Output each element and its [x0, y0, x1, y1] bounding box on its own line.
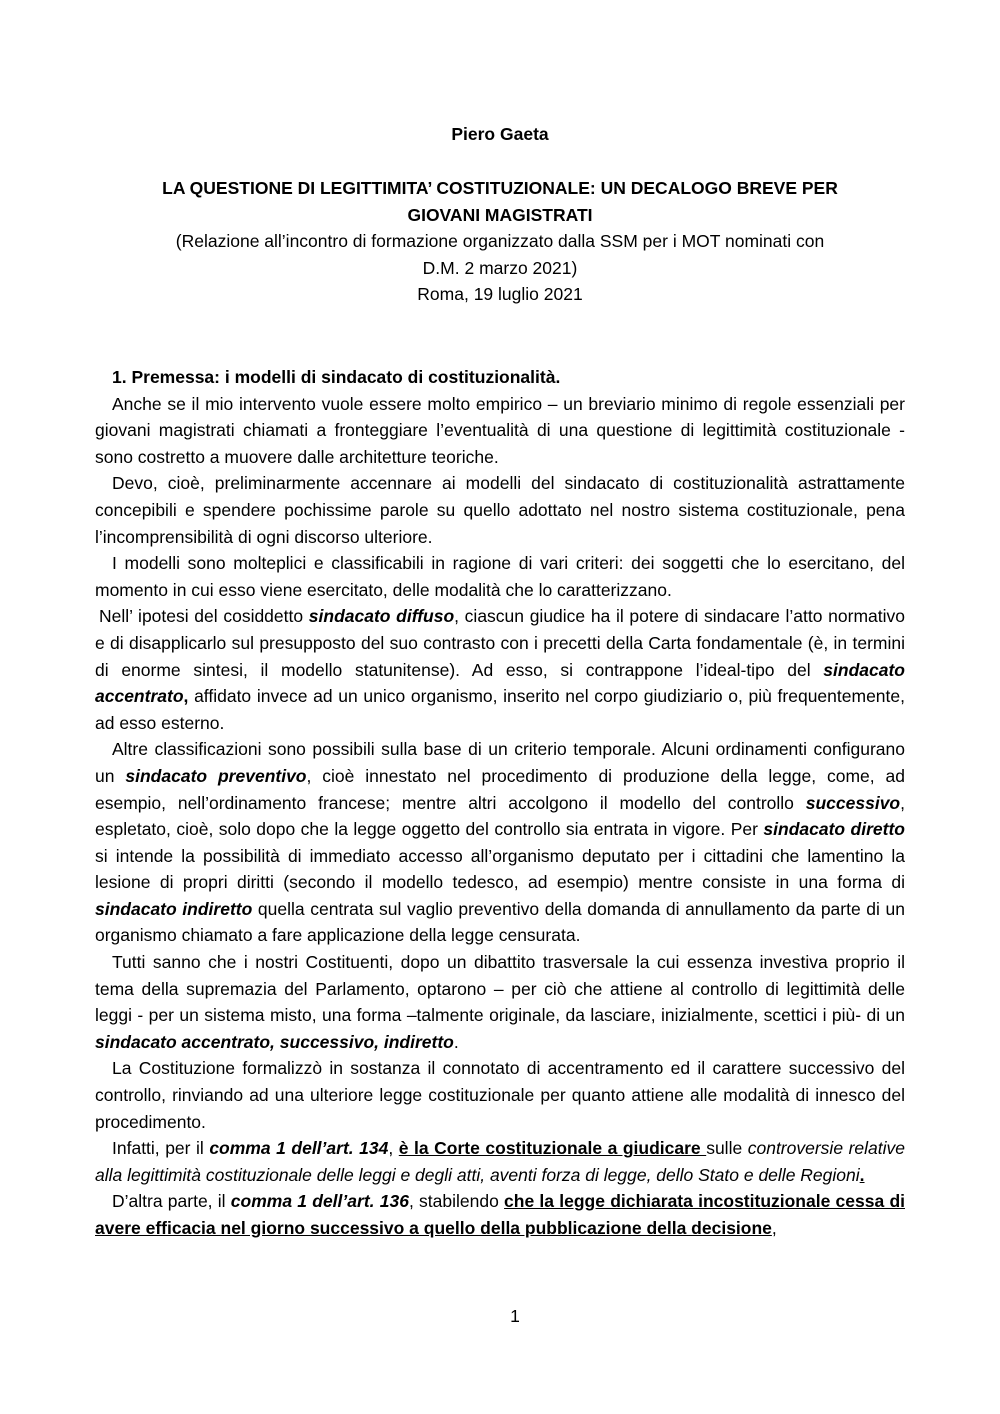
- text-run: D’altra parte, il: [112, 1191, 231, 1212]
- emphasis-term: sindacato diffuso: [308, 606, 455, 627]
- paragraph-2: Devo, cioè, preliminarmente accennare ai modelli del sindacato di costituzionalità astrattamente concepibili e spendere pochissime parole su quello adottato nel nostro sistema costituzionale, pena l’incomprensibilità di ogni discorso ulteriore.: [95, 473, 905, 547]
- emphasis-term: sindacato preventivo: [125, 765, 307, 786]
- text-run: ,: [388, 1138, 399, 1159]
- text-run: si intende la possibilità di immediato accesso all’organismo deputato per i cittadini che lamentino la lesione di propri diritti (secondo il modello tedesco, ad esempio) mentre consiste in una forma di: [95, 845, 905, 893]
- page-number: 1: [510, 1306, 520, 1326]
- text-run: , ciascun giudice ha il potere di sindacare l’atto normativo e di disapplicarlo sul presupposto del suo contrasto con i precetti della Carta fondamentale (è, in termini di enorme sintesi, il modello statunitense). Ad esso, si contrappone l’ideal-tipo del: [95, 606, 905, 680]
- text-run: .: [453, 1031, 459, 1052]
- emphasis-term: sindacato diretto: [763, 819, 906, 840]
- text-run: , espletato, cioè, solo dopo che la legge oggetto del controllo sia entrata in vigore. Per: [95, 792, 905, 840]
- subtitle-line-2: D.M. 2 marzo 2021): [422, 257, 578, 278]
- text-run: , stabilendo: [408, 1191, 505, 1212]
- text-run: sulle: [706, 1138, 748, 1159]
- underlined-phrase: che la legge dichiarata incostituzionale cessa di avere efficacia nel giorno successivo a quello della pubblicazione della decisione: [95, 1191, 905, 1238]
- paragraph-8: [95, 1135, 905, 1188]
- paragraph-5: [95, 736, 905, 949]
- emphasis-term: sindacato accentrato: [95, 659, 905, 707]
- emphasis-term: sindacato indiretto: [95, 898, 253, 919]
- text-run: Altre classificazioni sono possibili sulla base di un criterio temporale. Alcuni ordinamenti configurano un: [95, 739, 905, 786]
- article-reference: comma 1 dell’art. 134: [209, 1138, 389, 1159]
- subtitle-line-1: (Relazione all’incontro di formazione organizzato dalla SSM per i MOT nominati con: [175, 231, 825, 251]
- document-body: [95, 364, 905, 1242]
- title-line-2: GIOVANI MAGISTRATI: [407, 204, 593, 225]
- section-heading: 1. Premessa: i modelli di sindacato di costituzionalità.: [112, 367, 561, 387]
- text-run: , cioè innestato nel procedimento di produzione della legge, come, ad esempio, nell’ordinamento francese; mentre altri accolgono il modello del controllo: [95, 765, 905, 813]
- text-run: Infatti, per il: [112, 1138, 210, 1159]
- text-run: quella centrata sul vaglio preventivo della domanda di annullamento da parte di un organismo chiamato a fare applicazione della legge censurata.: [95, 898, 905, 946]
- author-name: Piero Gaeta: [451, 124, 549, 144]
- paragraph-4: [95, 603, 905, 736]
- text-run: ,: [771, 1218, 777, 1238]
- place-date: Roma, 19 luglio 2021: [417, 284, 583, 304]
- title-line-1: LA QUESTIONE DI LEGITTIMITA’ COSTITUZIONALE: UN DECALOGO BREVE PER: [162, 178, 838, 198]
- paragraph-3: I modelli sono molteplici e classificabili in ragione di vari criteri: dei soggetti che lo esercitano, del momento in cui esso viene esercitato, delle modalità che lo caratterizzano.: [95, 553, 905, 600]
- article-reference: comma 1 dell’art. 136: [230, 1191, 409, 1212]
- paragraph-7: La Costituzione formalizzò in sostanza il connotato di accentramento ed il carattere successivo del controllo, rinviando ad una ulteriore legge costituzionale per quanto attiene alle modalità di innesco del procedimento.: [95, 1058, 905, 1132]
- text-run: Nell’ ipotesi del cosiddetto: [99, 606, 309, 627]
- text-run: ,: [183, 686, 189, 707]
- text-run: affidato invece ad un unico organismo, inserito nel corpo giudiziario o, più frequentemente, ad esso esterno.: [95, 686, 905, 733]
- emphasis-term: successivo: [805, 792, 901, 813]
- text-run: .: [859, 1164, 865, 1185]
- document-title: [95, 175, 905, 228]
- text-run: Tutti sanno che i nostri Costituenti, dopo un dibattito trasversale la cui essenza investiva proprio il tema della supremazia del Parlamento, optarono – per ciò che attiene al controllo di legittimità delle leggi - per un sistema misto, una forma –talmente originale, da lasciare, inizialmente, scettici i più- di un: [95, 952, 905, 1026]
- document-subtitle: [95, 228, 905, 308]
- quoted-text: controversie relative alla legittimità costituzionale delle leggi e degli atti, aventi forza di legge, dello Stato e delle Regioni: [95, 1138, 905, 1185]
- paragraph-9: [95, 1188, 905, 1241]
- paragraph-6: [95, 949, 905, 1055]
- underlined-phrase: è la Corte costituzionale a giudicare: [398, 1138, 707, 1159]
- emphasis-term: sindacato accentrato, successivo, indiretto: [95, 1031, 454, 1052]
- paragraph-1: Anche se il mio intervento vuole essere molto empirico – un breviario minimo di regole essenziali per giovani magistrati chiamati a fronteggiare l’eventualità di una questione di legittimità costituzionale - sono costretto a muovere dalle architetture teoriche.: [95, 393, 905, 467]
